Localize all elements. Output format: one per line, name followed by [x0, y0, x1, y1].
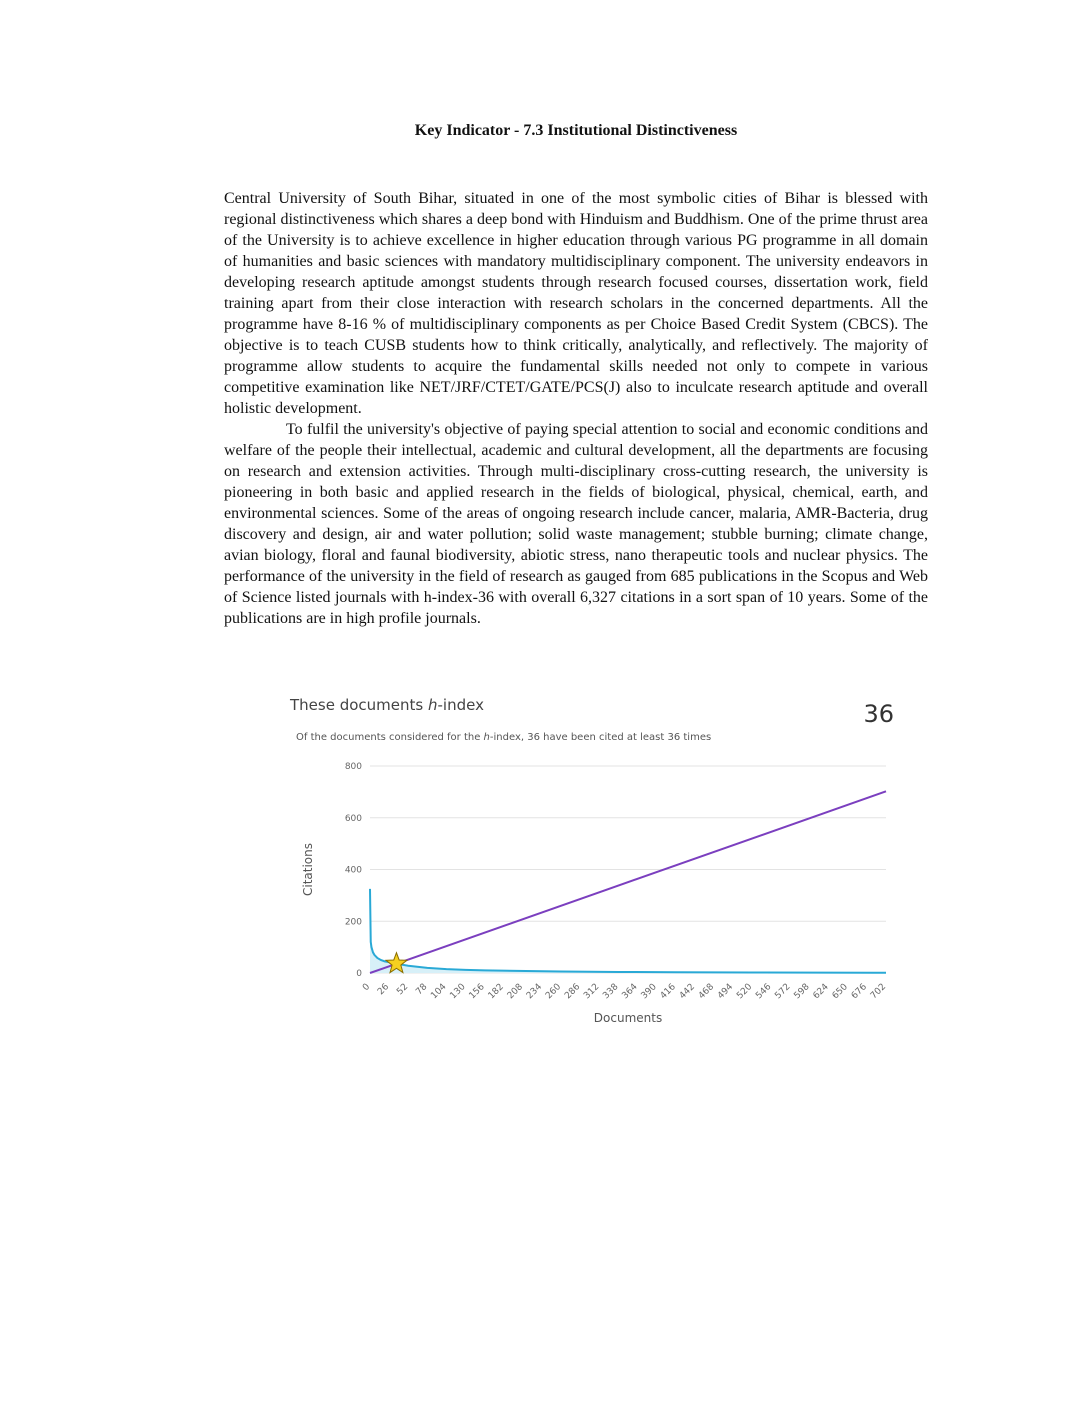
grid-lines	[370, 766, 886, 973]
x-tick-label: 312	[582, 982, 602, 1002]
paragraph-1: Central University of South Bihar, situated in one of the most symbolic cities of Bihar is blessed with regional distinctiveness which shares a deep bond with Hinduism and Buddhism. One of the prime thrust area of the University is to achieve excellence in higher education through various PG programme in all domain of humanities and basic sciences with mandatory multidisciplinary component. The university endeavors in developing research aptitude amongst students through research focused courses, dissertation work, field training apart from their close interaction with research scholars in the concerned departments. All the programme have 8-16 % of multidisciplinary components as per Choice Based Credit System (CBCS). The objective is to teach CUSB students how to think critically, analytically, and reflectively. The majority of programme allow students to acquire the fundamental skills needed not only to compete in various competitive examination like NET/JRF/CTET/GATE/PCS(J) also to inculcate research aptitude and overall holistic development.	[224, 190, 928, 417]
series-area-0	[370, 889, 886, 973]
chart-title-prefix: These documents	[290, 696, 428, 714]
x-tick-label: 130	[448, 982, 468, 1002]
x-tick-label: 104	[429, 982, 449, 1002]
y-axis-label: Citations	[301, 842, 315, 897]
document-title: Key Indicator - 7.3 Institutional Distinctiveness	[414, 122, 738, 139]
h-index-chart	[280, 690, 900, 1040]
x-tick-label: 676	[849, 982, 870, 1002]
chart-plot	[280, 690, 900, 1040]
x-tick-label: 364	[620, 982, 640, 1002]
y-tick-label: 400	[344, 865, 362, 876]
x-tick-label: 52	[395, 982, 411, 998]
x-tick-label: 650	[830, 982, 850, 1002]
paragraph-2: To fulfil the university's objective of paying special attention to social and economic conditions and welfare of the people their intellectual, academic and cultural development, all the departments are focusing on research and extension activities. Through multi-disciplinary cross-cutting research, the university is pioneering in both basic and applied research in the fields of biological, physical, chemical, earth, and environmental sciences. Some of the areas of ongoing research include cancer, malaria, AMR-Bacteria, drug discovery and design, air and water pollution; solid waste management; stubble burning; climate change, avian biology, floral and faunal biodiversity, abiotic stress, nano therapeutic tools and nuclear physics. The performance of the university in the field of research as gauged from 685 publications in the Scopus and Web of Science listed journals with h-index-36 with overall 6,327 citations in a sort span of 10 years. Some of the publications are in high profile journals.	[224, 421, 928, 627]
x-tick-label: 598	[792, 982, 812, 1002]
x-tick-label: 468	[696, 982, 717, 1002]
x-tick-label: 624	[811, 982, 831, 1002]
y-tick-label: 600	[344, 813, 362, 824]
series-line-0	[370, 889, 886, 973]
chart-subtitle-suffix: -index, 36 have been cited at least 36 times	[489, 732, 712, 743]
chart-title-suffix: -index	[437, 696, 484, 714]
x-tick-label: 286	[563, 982, 583, 1002]
x-tick-label: 156	[467, 982, 487, 1002]
x-tick-label: 26	[376, 982, 392, 998]
x-tick-label: 182	[486, 982, 506, 1002]
y-tick-labels	[345, 762, 362, 979]
chart-subtitle-prefix: Of the documents considered for the	[296, 732, 484, 743]
x-tick-label: 702	[868, 982, 889, 1002]
chart-subtitle-italic: h	[483, 732, 490, 743]
x-tick-labels	[361, 982, 888, 1001]
chart-title-italic: h	[427, 696, 438, 714]
x-tick-label: 78	[414, 982, 430, 998]
x-tick-label: 416	[658, 982, 678, 1002]
x-tick-label: 234	[524, 982, 545, 1002]
x-tick-label: 338	[601, 982, 621, 1002]
y-tick-label: 800	[344, 762, 362, 772]
series-line-1	[370, 791, 886, 973]
x-tick-label: 260	[544, 982, 564, 1002]
x-tick-label: 442	[677, 982, 698, 1002]
x-tick-label: 0	[360, 982, 373, 994]
x-tick-label: 494	[716, 982, 736, 1002]
document-body	[224, 188, 928, 629]
x-tick-label: 572	[773, 982, 793, 1002]
x-tick-label: 546	[754, 982, 774, 1002]
x-axis-label: Documents	[593, 1011, 663, 1025]
y-tick-label: 200	[344, 917, 362, 928]
h-index-value: 36	[863, 700, 894, 728]
x-tick-label: 390	[639, 982, 659, 1002]
y-tick-label: 0	[356, 969, 362, 979]
x-tick-label: 208	[505, 982, 526, 1002]
x-tick-label: 520	[735, 982, 755, 1002]
series-layer	[370, 791, 886, 973]
